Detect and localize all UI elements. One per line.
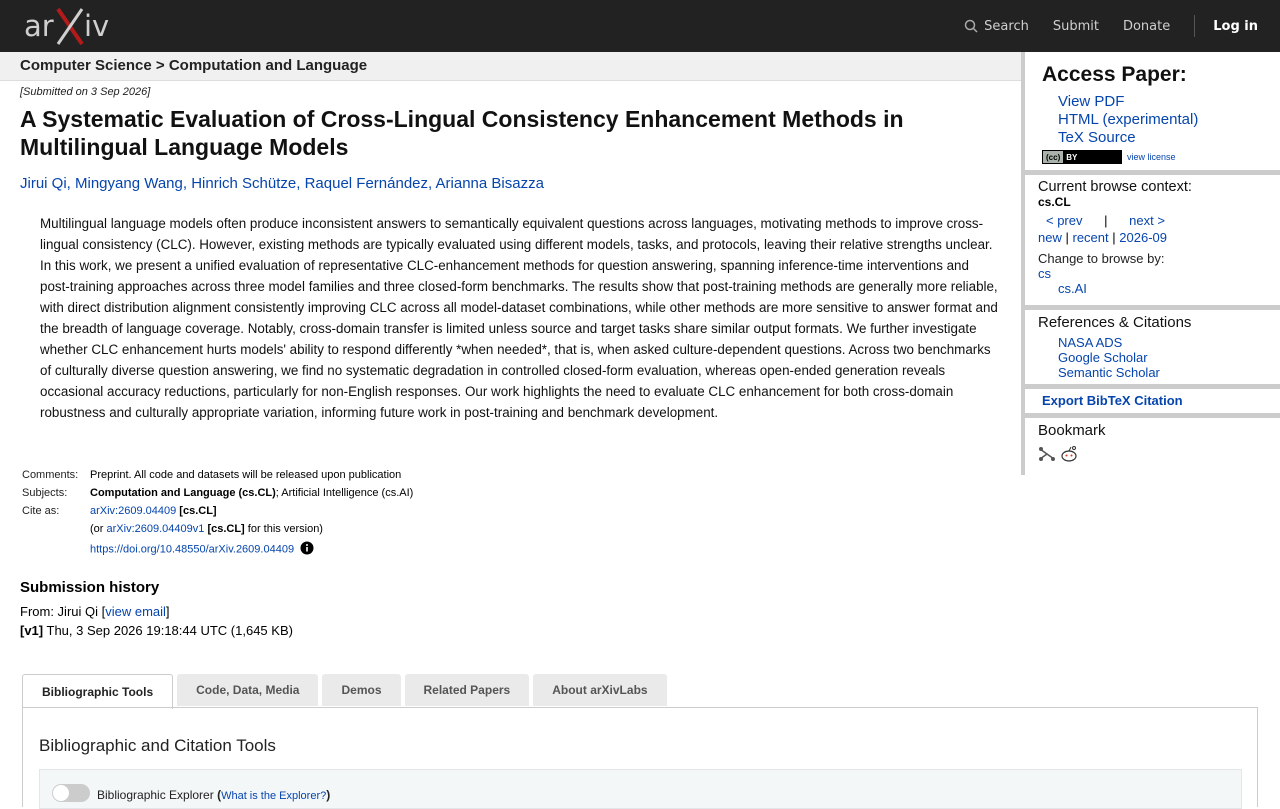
nav-divider — [1194, 15, 1195, 37]
listing-divider: | — [1065, 230, 1069, 245]
top-header — [0, 0, 1280, 52]
prev-link[interactable]: < prev — [1046, 213, 1083, 228]
breadcrumb — [0, 52, 1021, 81]
sidebar — [1021, 52, 1280, 475]
author-link[interactable]: Raquel Fernández — [304, 175, 429, 192]
tex-source-link[interactable]: TeX Source — [1058, 129, 1136, 146]
info-icon[interactable] — [300, 541, 314, 558]
bookmark-box — [1025, 418, 1280, 475]
cc-badge-text: (cc) — [1043, 151, 1063, 163]
svg-text:ar: ar — [24, 9, 54, 43]
new-link[interactable]: new — [1038, 230, 1062, 245]
labs-tabs — [22, 674, 671, 708]
top-nav — [964, 0, 1280, 52]
browse-csai-link[interactable]: cs.AI — [1058, 281, 1087, 296]
semantic-scholar-link[interactable]: Semantic Scholar — [1058, 365, 1160, 380]
submit-link[interactable]: Submit — [1052, 18, 1099, 34]
submission-history-heading: Submission history — [20, 579, 160, 596]
version-suffix: for this version) — [247, 523, 323, 535]
next-link[interactable]: next > — [1129, 213, 1165, 228]
paper-main — [20, 86, 1000, 423]
explorer-toolbox — [39, 769, 1242, 809]
browse-cs-link[interactable]: cs — [1038, 266, 1051, 281]
search-label: Search — [984, 18, 1029, 34]
browse-context-heading: Current browse context: — [1038, 179, 1192, 195]
breadcrumb-computation-language: Computation and Language — [168, 57, 368, 74]
nasa-ads-link[interactable]: NASA ADS — [1058, 335, 1123, 350]
prev-next — [1046, 213, 1280, 228]
from-line — [20, 604, 620, 619]
access-links — [1058, 93, 1198, 147]
tab-panel-heading: Bibliographic and Citation Tools — [39, 736, 276, 755]
arxiv-logo[interactable] — [24, 6, 114, 48]
other-subjects: ; Artificial Intelligence (cs.AI) — [275, 487, 414, 499]
search-link[interactable] — [964, 19, 1029, 34]
svg-text:iv: iv — [84, 9, 110, 43]
google-scholar-link[interactable]: Google Scholar — [1058, 350, 1148, 365]
tab-code-data-media[interactable]: Code, Data, Media — [177, 674, 318, 706]
doi-link[interactable]: https://doi.org/10.48550/arXiv.2609.04409 — [90, 543, 295, 556]
references-heading: References & Citations — [1038, 314, 1192, 331]
export-bibtex-box — [1025, 389, 1280, 413]
what-is-explorer-link[interactable]: What is the Explorer? — [221, 790, 327, 802]
prev-next-divider: | — [1104, 213, 1108, 228]
bookmark-icons — [1038, 445, 1280, 463]
author-list: Jirui Qi, Mingyang Wang, Hinrich Schütze, Raquel Fernández, Arianna Bisazza — [20, 175, 544, 192]
cite-label: Cite as: — [22, 505, 60, 517]
license-row — [1042, 150, 1176, 164]
tab-related-papers[interactable]: Related Papers — [405, 674, 530, 706]
author-link[interactable]: Mingyang Wang — [75, 175, 183, 192]
reddit-icon[interactable] — [1060, 445, 1078, 463]
cc-by-license-icon[interactable] — [1042, 150, 1122, 164]
version-timestamp: Thu, 3 Sep 2026 19:18:44 UTC (1,645 KB) — [46, 623, 293, 638]
toggle-knob — [53, 785, 69, 801]
login-link[interactable]: Log in — [1213, 18, 1258, 34]
change-browse-label: Change to browse by: — [1038, 251, 1165, 266]
subjects-label: Subjects: — [22, 487, 68, 499]
metadata-table — [20, 468, 415, 563]
by-badge-text: BY — [1066, 152, 1078, 162]
breadcrumb-separator: > — [155, 57, 165, 74]
version-id-link[interactable]: arXiv:2609.04409v1 — [106, 523, 205, 535]
submission-history — [20, 579, 620, 642]
view-pdf-link[interactable]: View PDF — [1058, 93, 1125, 110]
author-link[interactable]: Hinrich Schütze — [191, 175, 297, 192]
comments-label: Comments: — [22, 469, 79, 481]
version-label: [v1] — [20, 623, 44, 638]
abstract: Multilingual language models often produce inconsistent answers to semantically equivalent questions across languages, motivating methods to improve cross-lingual consistency (CLC). However, existing methods are typically evaluated using different models, tasks, and protocols, leaving their relative strengths unclear. In this work, we present a unified evaluation of representative CLC-enhancement methods for question answering, spanning inference-time interventions and post-training approaches across three model families and three closed-form benchmarks. The results show that post-training methods are generally more reliable, with direct distribution alignment consistently improving CLC across all model-dataset combinations, while other methods are more sensitive to answer format and the breadth of language coverage. Notably, cross-domain transfer is limited unless source and target tasks share similar output formats. We further investigate whether CLC enhancement hurts models' ability to respond differently *when needed*, that is, when asked culture-dependent questions. Across two benchmarks of culturally diverse question answering, we find no systematic degradation in controlled closed-form evaluation, whereas open-ended generation reveals occasional accuracy reductions, particularly for non-English responses. Our work highlights the need to evaluate CLC enhancement for both cross-domain robustness and culturally appropriate variation, informing future work in post-training and benchmark development. — [40, 216, 998, 420]
cite-id-link[interactable]: arXiv:2609.04409 — [90, 505, 177, 517]
comments-value: Preprint. All code and datasets will be released upon publication — [90, 469, 402, 481]
html-experimental-link[interactable]: HTML (experimental) — [1058, 111, 1199, 128]
arxiv-logo-icon — [24, 6, 114, 48]
tab-bibliographic-tools[interactable]: Bibliographic Tools — [22, 674, 173, 709]
references-box — [1025, 310, 1280, 384]
view-license-link[interactable]: view license — [1127, 152, 1176, 162]
explorer-open-paren: ( — [217, 788, 222, 802]
access-paper-heading: Access Paper: — [1042, 63, 1187, 86]
from-suffix: ] — [165, 604, 170, 619]
access-paper-box — [1025, 52, 1280, 170]
breadcrumb-computer-science[interactable]: Computer Science — [20, 57, 152, 74]
tab-demos[interactable]: Demos — [322, 674, 400, 706]
primary-subject: Computation and Language (cs.CL) — [90, 487, 276, 499]
explorer-toggle[interactable] — [52, 784, 90, 802]
from-prefix: From: Jirui Qi [ — [20, 604, 106, 619]
tab-about-arxivlabs[interactable]: About arXivLabs — [533, 674, 666, 706]
explorer-text: Bibliographic Explorer — [97, 788, 214, 802]
donate-link[interactable]: Donate — [1122, 18, 1171, 34]
listing-links — [1038, 230, 1280, 245]
listing-divider: | — [1112, 230, 1116, 245]
recent-link[interactable]: recent — [1072, 230, 1109, 245]
submission-date: [Submitted on 3 Sep 2026] — [20, 86, 151, 98]
explorer-close-paren: ) — [326, 788, 331, 802]
or-prefix: (or — [90, 523, 104, 535]
export-bibtex-link[interactable]: Export BibTeX Citation — [1042, 393, 1183, 408]
paper-title: A Systematic Evaluation of Cross-Lingual Consistency Enhancement Methods in Multilingual Language Models — [20, 106, 904, 160]
cite-category: [cs.CL] — [179, 505, 217, 517]
view-email-link[interactable]: view email — [105, 604, 166, 619]
author-link[interactable]: Jirui Qi — [20, 175, 67, 192]
tab-panel — [22, 707, 1258, 807]
author-link[interactable]: Arianna Bisazza — [435, 175, 544, 192]
search-icon — [964, 19, 978, 33]
bookmark-heading: Bookmark — [1038, 422, 1106, 439]
browse-context-box — [1025, 175, 1280, 305]
month-link[interactable]: 2026-09 — [1119, 230, 1167, 245]
current-context: cs.CL — [1038, 195, 1071, 209]
bibsonomy-icon[interactable] — [1038, 445, 1056, 463]
version-category: [cs.CL] — [207, 523, 245, 535]
version-line — [20, 623, 620, 638]
